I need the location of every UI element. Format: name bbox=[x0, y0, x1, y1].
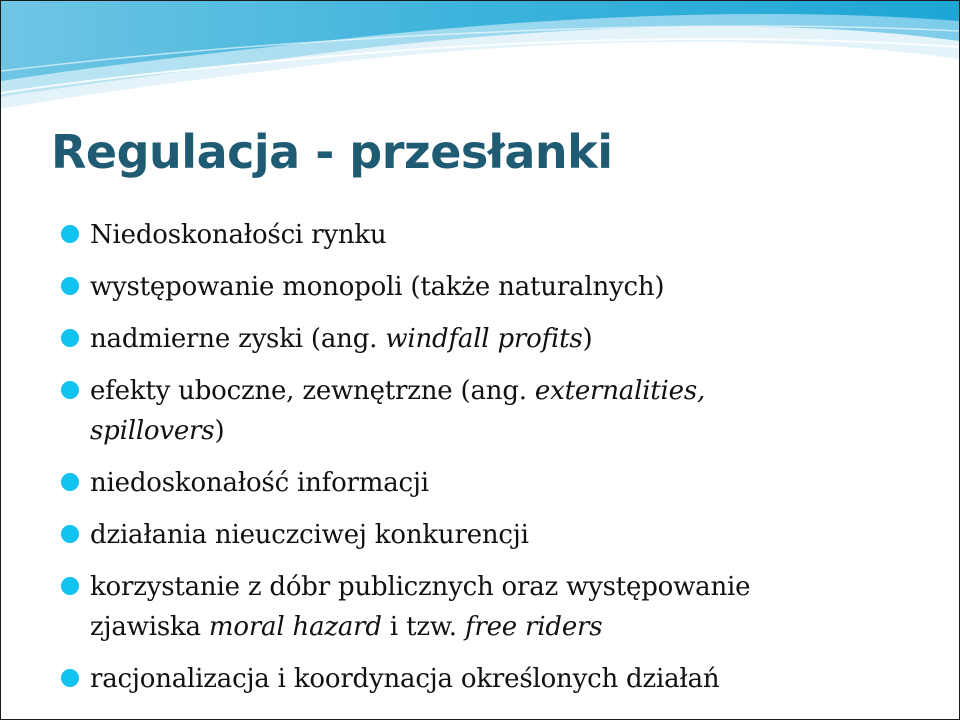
bullet-text: ) bbox=[582, 324, 593, 354]
bullet-dot-icon bbox=[61, 473, 79, 491]
bullet-text: i tzw. bbox=[381, 612, 465, 642]
bullet-line bbox=[90, 659, 941, 699]
bullet-text-italic: windfall profits bbox=[385, 324, 583, 354]
bullet-text-italic: spillovers bbox=[90, 416, 215, 446]
bullet-line bbox=[90, 607, 941, 647]
bullet-text: niedoskonałość informacji bbox=[90, 468, 429, 498]
bullet-line bbox=[90, 567, 941, 607]
bullet-list bbox=[61, 215, 941, 711]
bullet-text: nadmierne zyski (ang. bbox=[90, 324, 386, 354]
bullet-text: korzystanie z dóbr publicznych oraz występowanie bbox=[90, 572, 751, 602]
bullet-item bbox=[61, 515, 941, 555]
bullet-item bbox=[61, 371, 941, 451]
bullet-dot-icon bbox=[61, 669, 79, 687]
bullet-line bbox=[90, 463, 941, 503]
bullet-item bbox=[61, 567, 941, 647]
bullet-item bbox=[61, 659, 941, 699]
bullet-line bbox=[90, 515, 941, 555]
bullet-text-italic: moral hazard bbox=[208, 612, 382, 642]
bullet-text: Niedoskonałości rynku bbox=[90, 220, 387, 250]
bullet-line bbox=[90, 371, 941, 411]
bullet-item bbox=[61, 215, 941, 255]
bullet-text: zjawiska bbox=[90, 612, 209, 642]
bullet-text: działania nieuczciwej konkurencji bbox=[90, 520, 529, 550]
bullet-item bbox=[61, 319, 941, 359]
header-wave-decoration bbox=[1, 1, 959, 121]
bullet-line bbox=[90, 267, 941, 307]
bullet-dot-icon bbox=[61, 577, 79, 595]
bullet-text: racjonalizacja i koordynacja określonych działań bbox=[90, 664, 720, 694]
bullet-line bbox=[90, 319, 941, 359]
bullet-line bbox=[90, 215, 941, 255]
bullet-text: występowanie monopoli (także naturalnych) bbox=[90, 272, 665, 302]
bullet-dot-icon bbox=[61, 329, 79, 347]
bullet-item bbox=[61, 267, 941, 307]
bullet-dot-icon bbox=[61, 277, 79, 295]
bullet-dot-icon bbox=[61, 525, 79, 543]
bullet-line bbox=[90, 411, 941, 451]
bullet-text: efekty uboczne, zewnętrzne (ang. bbox=[90, 376, 535, 406]
bullet-dot-icon bbox=[61, 225, 79, 243]
bullet-text-italic: externalities, bbox=[534, 376, 706, 406]
slide-title: Regulacja - przesłanki bbox=[51, 125, 613, 179]
bullet-dot-icon bbox=[61, 381, 79, 399]
bullet-text: ) bbox=[214, 416, 225, 446]
bullet-text-italic: free riders bbox=[464, 612, 603, 642]
bullet-item bbox=[61, 463, 941, 503]
